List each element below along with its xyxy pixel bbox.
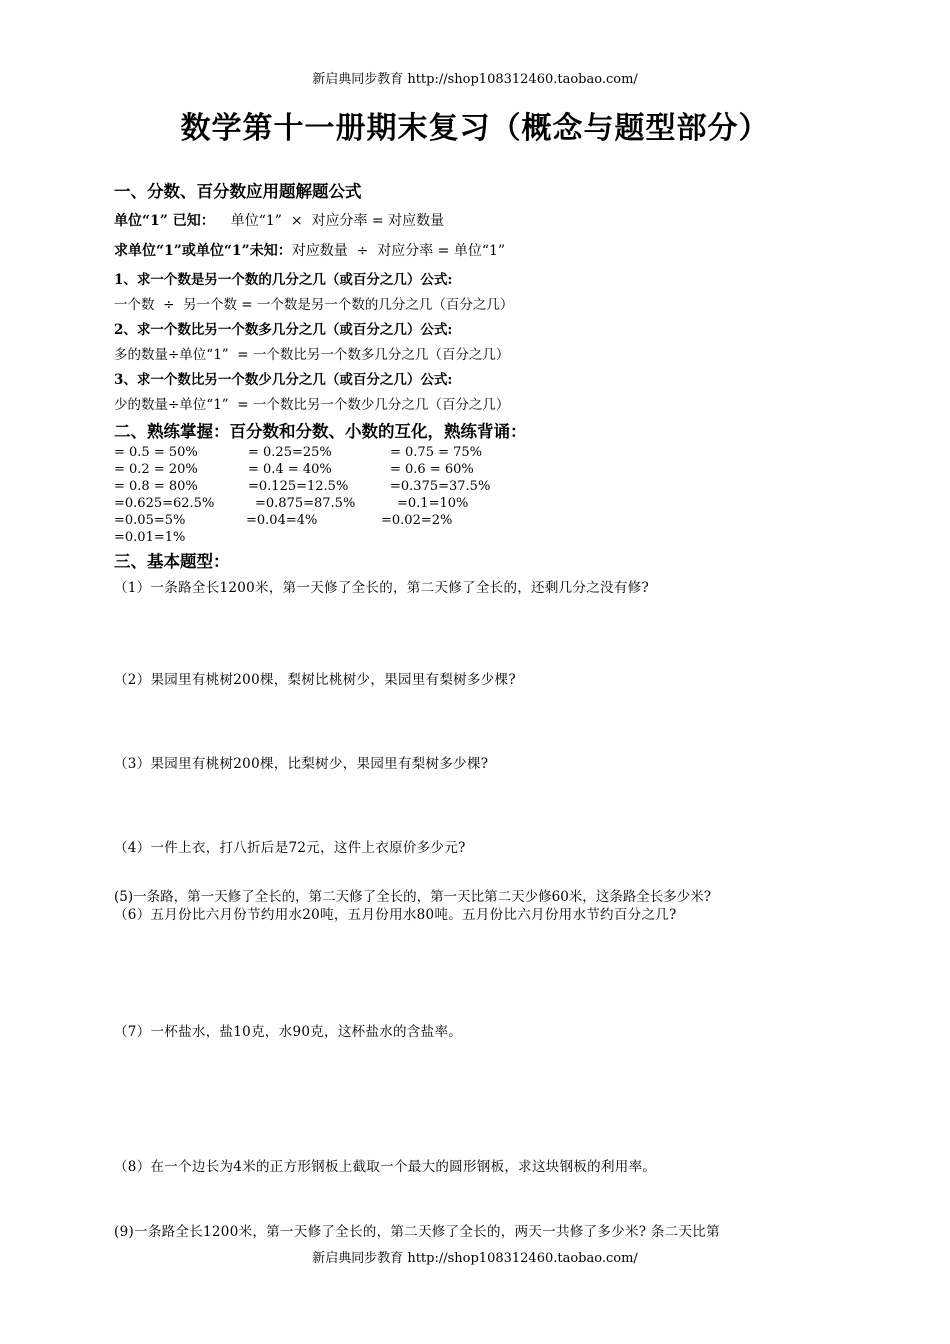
page-footer: 新启典同步教育 http://shop108312460.taobao.com/ (312, 1251, 638, 1266)
known-label: 单位“1” 已知： (114, 213, 215, 229)
unknown-formula-line (114, 240, 505, 260)
conversion-cell: =0.05=5% (114, 513, 186, 528)
conversion-cell: =0.01=1% (114, 530, 186, 545)
formula1-title: 1、求一个数是另一个数的几分之几（或百分之几）公式: (114, 272, 453, 288)
conversion-cell: =0.1=10% (397, 496, 469, 511)
conversion-cell: = 0.6 = 60% (390, 462, 474, 477)
formula2-title: 2、求一个数比另一个数多几分之几（或百分之几）公式: (114, 322, 453, 338)
question-6: （6）五月份比六月份节约用水20吨，五月份用水80吨。五月份比六月份用水节约百分之几? (114, 907, 677, 923)
formula3-body: 少的数量÷单位“1” = 一个数比另一个数少几分之几（百分之几） (114, 397, 510, 413)
known-formula-line (114, 210, 444, 230)
question-2: （2）果园里有桃树200棵，梨树比桃树少，果园里有梨树多少棵? (114, 672, 516, 688)
formula1-body: 一个数 ÷ 另一个数 = 一个数是另一个数的几分之几（百分之几） (114, 297, 514, 313)
section3-heading: 三、基本题型： (114, 552, 230, 571)
formula3-title: 3、求一个数比另一个数少几分之几（或百分之几）公式: (114, 372, 453, 388)
question-4: （4）一件上衣，打八折后是72元，这件上衣原价多少元? (114, 840, 466, 856)
conversion-cell: =0.02=2% (381, 513, 453, 528)
question-8: （8）在一个边长为4米的正方形钢板上截取一个最大的圆形钢板，求这块钢板的利用率。 (114, 1159, 657, 1175)
conversion-cell: =0.875=87.5% (255, 496, 356, 511)
question-7: （7）一杯盐水，盐10克，水90克，这杯盐水的含盐率。 (114, 1024, 463, 1040)
unknown-formula: 对应数量 ÷ 对应分率 = 单位“1” (291, 243, 506, 259)
conversion-cell: = 0.75 = 75% (390, 445, 483, 460)
conversion-cell: = 0.8 = 80% (114, 479, 198, 494)
conversion-cell: = 0.5 = 50% (114, 445, 198, 460)
conversion-cell: = 0.2 = 20% (114, 462, 198, 477)
section1-heading: 一、分数、百分数应用题解题公式 (114, 182, 362, 201)
conversion-cell: = 0.4 = 40% (248, 462, 332, 477)
conversion-cell: =0.625=62.5% (114, 496, 215, 511)
conversion-cell: =0.125=12.5% (248, 479, 349, 494)
question-1: （1）一条路全长1200米，第一天修了全长的，第二天修了全长的，还剩几分之没有修? (114, 580, 649, 596)
unknown-label: 求单位“1”或单位“1”未知： (114, 243, 292, 259)
question-9: (9)一条路全长1200米，第一天修了全长的，第二天修了全长的，两天一共修了多少米? 条二天比第 (114, 1224, 720, 1240)
section2-heading: 二、熟练掌握：百分数和分数、小数的互化，熟练背诵： (114, 422, 527, 441)
page-header: 新启典同步教育 http://shop108312460.taobao.com/ (312, 72, 638, 87)
conversion-cell: =0.375=37.5% (390, 479, 491, 494)
formula2-body: 多的数量÷单位“1” = 一个数比另一个数多几分之几（百分之几） (114, 347, 510, 363)
page-title: 数学第十一册期末复习（概念与题型部分） (180, 111, 770, 146)
conversion-cell: =0.04=4% (246, 513, 318, 528)
question-5: (5)一条路，第一天修了全长的，第二天修了全长的，第一天比第二天少修60米，这条路全长多少米? (114, 889, 712, 905)
known-formula: 单位“1” × 对应分率 = 对应数量 (230, 213, 445, 229)
question-3: （3）果园里有桃树200棵，比梨树少，果园里有梨树多少棵? (114, 756, 489, 772)
conversion-cell: = 0.25=25% (248, 445, 332, 460)
